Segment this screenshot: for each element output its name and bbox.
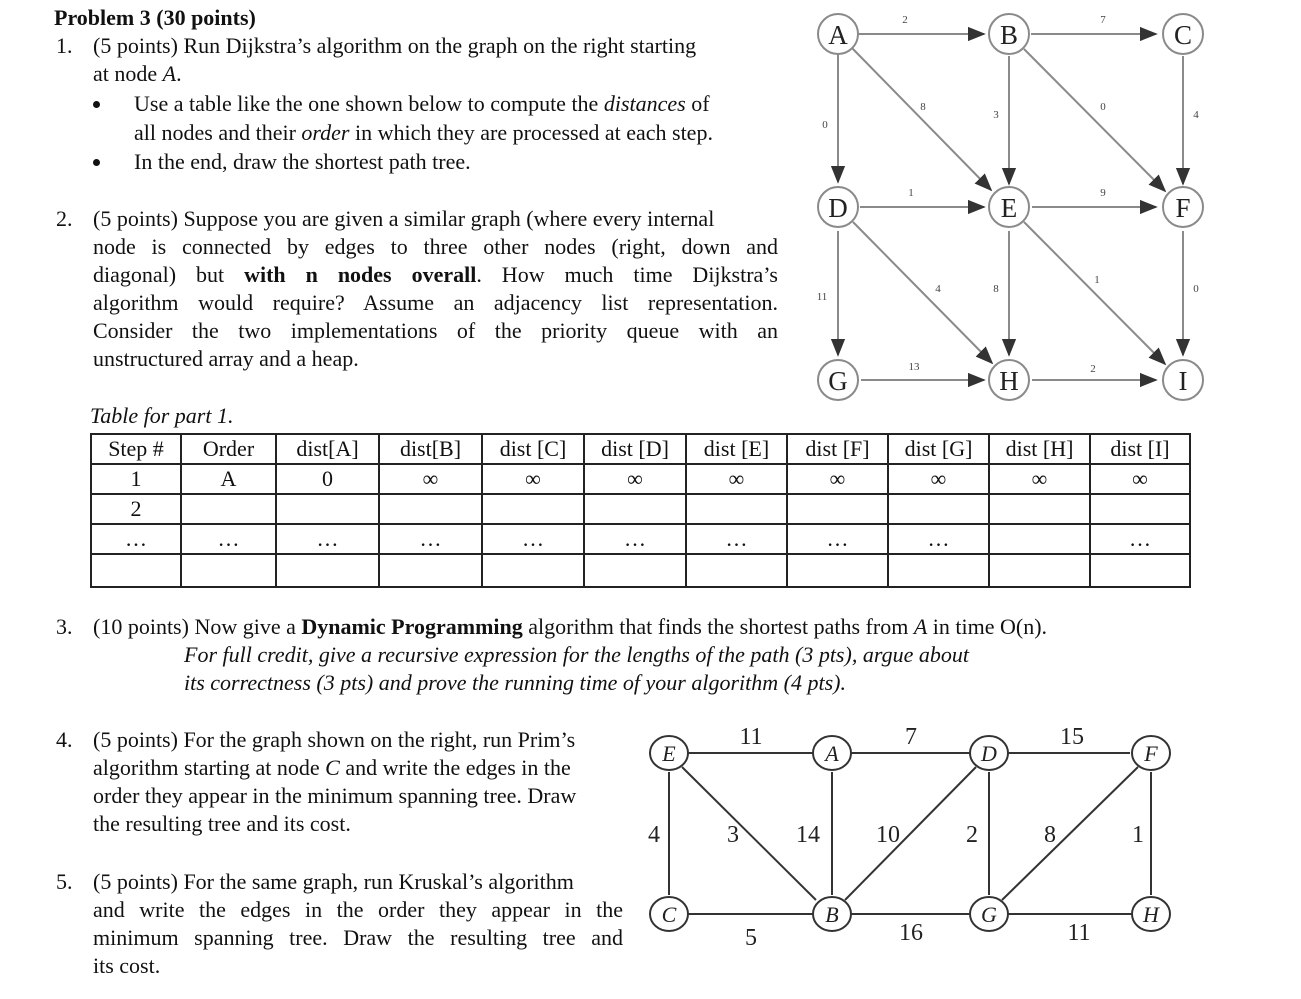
edge-weight: 0 [1100,101,1106,113]
q1-line1: (5 points) Run Dijkstra’s algorithm on the graph on the right starting [93,33,697,58]
edge-weight: 2 [966,822,978,848]
node-label: C [661,902,677,927]
q5-number: 5. [56,869,73,894]
node-label: F [1144,741,1158,766]
table-cell: 1 [91,464,181,494]
table-cell: … [276,524,379,554]
q2-line3: diagonal) but with n nodes overall. How much time Dijkstra’s [93,262,778,287]
table-cell: … [181,524,276,554]
edge-weight: 8 [920,101,926,113]
edge-weight: 4 [1193,109,1199,121]
edge-weight: 11 [816,291,828,303]
table-cell: … [686,524,787,554]
table-cell: … [379,524,482,554]
q4-line3: order they appear in the minimum spanning tree. Draw [93,783,577,808]
table-header-cell: dist [I] [1090,434,1190,464]
q5-line4: its cost. [93,953,161,978]
table-header-cell: dist [F] [787,434,888,464]
edge-weight: 0 [822,119,828,131]
edge-g-f [1002,767,1138,900]
table-header-cell: dist[B] [379,434,482,464]
edge-weight: 1 [908,187,914,199]
table-cell: … [1090,524,1190,554]
q2-number: 2. [56,206,73,231]
q5-line1: (5 points) For the same graph, run Kruskal’s algorithm [93,869,574,894]
edge-weight: 0 [1193,283,1199,295]
node-label: D [828,193,848,223]
table-cell: 0 [276,464,379,494]
table-header-cell: Order [181,434,276,464]
table-cell: … [888,524,989,554]
table-header-cell: dist[A] [276,434,379,464]
node-label: H [1143,902,1159,927]
table-caption: Table for part 1. [90,403,234,428]
q1-bullet1-line1: Use a table like the one shown below to compute the distances of [134,91,710,116]
node-label: E [1000,193,1018,223]
edge-weight: 3 [727,822,739,848]
edge-weight: 8 [993,283,999,295]
edge-weight: 11 [739,724,763,750]
problem-title: Problem 3 (30 points) [54,5,256,30]
node-label: I [1178,366,1188,396]
edge-b-d [845,767,976,900]
edge-weight: 2 [902,14,908,26]
edge-weight: 10 [876,822,900,848]
node-label: D [981,741,997,766]
node-label: C [1173,20,1193,50]
q3-line1: (10 points) Now give a Dynamic Programming algorithm that finds the shortest paths from A in time O(n). [93,614,1048,639]
edge-weight: 1 [1094,274,1100,286]
q4-line1: (5 points) For the graph shown on the right, run Prim’s [93,727,576,752]
edge-weight: 16 [899,920,923,946]
node-label: G [828,366,848,396]
q4-number: 4. [56,727,73,752]
table-header-cell: dist [G] [888,434,989,464]
table-header-cell: dist [H] [989,434,1090,464]
node-label: G [981,902,997,927]
node-label: H [999,366,1019,396]
edge-weight: 7 [1100,14,1106,26]
table-cell: … [787,524,888,554]
node-label: E [662,741,676,766]
table-header-cell: Step # [91,434,181,464]
edge-weight: 9 [1100,187,1106,199]
table-cell: ∞ [787,464,888,494]
q2-line5: Consider the two implementations of the priority queue with an [93,318,778,343]
q4-line2: algorithm starting at node C and write the edges in the [93,755,571,780]
table-cell: ∞ [989,464,1090,494]
table-cell: ∞ [584,464,686,494]
q2-line2: node is connected by edges to three other nodes (right, down and [93,234,778,259]
table-header-cell: dist [D] [584,434,686,464]
edge-weight: 3 [993,109,999,121]
table-cell: … [584,524,686,554]
q2-line6: unstructured array and a heap. [93,346,359,371]
table-cell: A [181,464,276,494]
table-cell: ∞ [888,464,989,494]
table-cell: ∞ [686,464,787,494]
q1-bullet2: In the end, draw the shortest path tree. [134,149,471,174]
edge-weight: 1 [1132,822,1144,848]
edge-weight: 7 [905,724,917,750]
edge-weight: 4 [648,822,660,848]
table-header-cell: dist [E] [686,434,787,464]
q2-line4: algorithm would require? Assume an adjacency list representation. [93,290,778,315]
q5-line3: minimum spanning tree. Draw the resulting tree and [93,925,623,950]
edge-weight: 8 [1044,822,1056,848]
table-cell: … [482,524,584,554]
q5-line2: and write the edges in the order they appear in the [93,897,623,922]
node-label: A [825,741,839,766]
table-cell: … [91,524,181,554]
node-label: F [1175,193,1191,223]
edge-weight: 11 [1067,920,1091,946]
table-cell: ∞ [1090,464,1190,494]
edge-weight: 13 [908,361,920,373]
q1-bullet1-line2: all nodes and their order in which they are processed at each step. [134,120,713,145]
edge-weight: 14 [796,822,820,848]
table-cell: ∞ [379,464,482,494]
edge-weight: 15 [1060,724,1084,750]
edge-weight: 4 [935,283,941,295]
node-label: A [828,20,848,50]
table-cell: 2 [91,494,181,524]
q3-number: 3. [56,614,73,639]
edge-weight: 5 [745,925,757,951]
q3-line2: For full credit, give a recursive expression for the lengths of the path (3 pts), argue about [184,642,969,667]
table-header-cell: dist [C] [482,434,584,464]
q3-line3: its correctness (3 pts) and prove the running time of your algorithm (4 pts). [184,670,846,695]
q1-number: 1. [56,33,73,58]
node-label: B [999,20,1019,50]
q4-line4: the resulting tree and its cost. [93,811,351,836]
edge-weight: 2 [1090,363,1096,375]
node-label: B [825,902,839,927]
q2-line1: (5 points) Suppose you are given a similar graph (where every internal [93,206,715,231]
table-cell: ∞ [482,464,584,494]
q1-line2: at node A. [93,61,182,86]
